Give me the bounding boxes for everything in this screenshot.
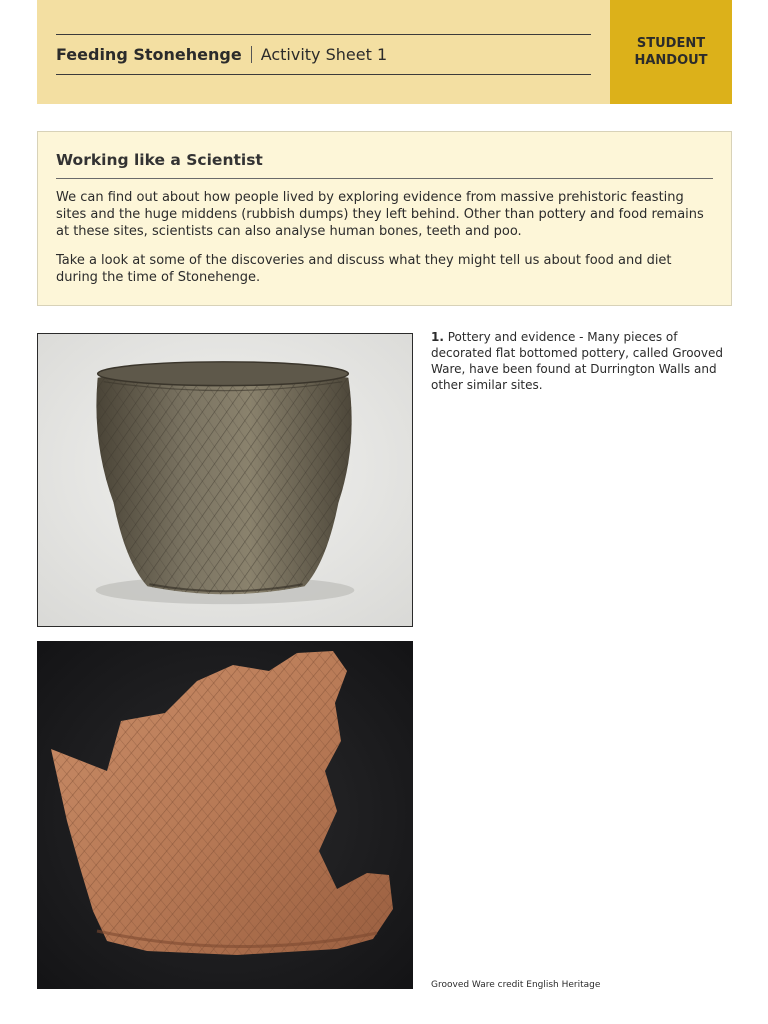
item-1-caption <box>431 329 731 393</box>
grooved-ware-pot-photo <box>37 333 413 627</box>
grooved-ware-sherd-image <box>37 641 413 989</box>
working-like-scientist-box <box>37 131 732 306</box>
item-1-number: 1. <box>431 330 444 344</box>
sheet-title: Feeding Stonehenge <box>56 45 242 64</box>
grooved-ware-sherd-photo <box>37 641 413 989</box>
photo-credit: Grooved Ware credit English Heritage <box>431 980 601 990</box>
item-1-text: Pottery and evidence - Many pieces of decorated flat bottomed pottery, called Grooved Ware, have been found at Durrington Walls and other similar sites. <box>431 330 723 392</box>
header-band <box>37 0 610 104</box>
sheet-subtitle: Activity Sheet 1 <box>260 45 388 64</box>
grooved-ware-pot-image <box>38 334 412 626</box>
badge-line-2: HANDOUT <box>634 53 708 68</box>
student-handout-badge <box>610 0 732 104</box>
title-separator <box>251 46 252 63</box>
header-rule-top <box>56 34 591 35</box>
section-rule <box>56 178 713 179</box>
intro-paragraph: We can find out about how people lived by exploring evidence from massive prehistoric feasting sites and the huge middens (rubbish dumps) they left behind. Other than pottery and food remains at these sites, scientists can also analyse human bones, teeth and poo. <box>56 190 704 239</box>
header-title <box>56 44 387 66</box>
discussion-paragraph: Take a look at some of the discoveries and discuss what they might tell us about food and diet during the time of Stonehenge. <box>56 253 672 285</box>
badge-line-1: STUDENT <box>636 36 706 51</box>
section-heading: Working like a Scientist <box>56 151 263 169</box>
header-rule-bottom <box>56 74 591 75</box>
